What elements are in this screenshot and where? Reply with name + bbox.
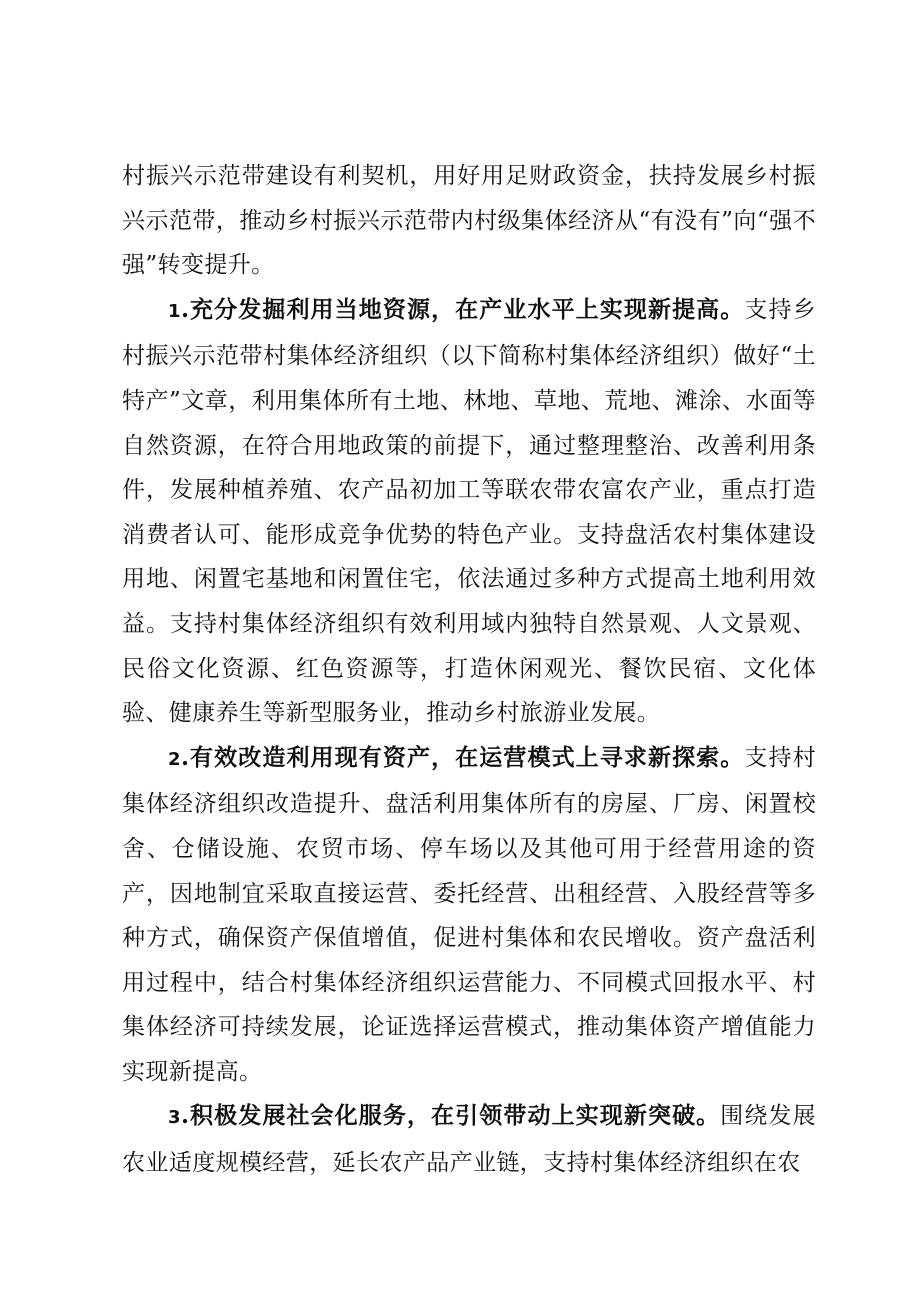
section-heading [168, 296, 744, 323]
section-heading [168, 1102, 720, 1129]
section-number: 1 [168, 300, 181, 322]
paragraph-section-2 [122, 736, 816, 1095]
section-heading-text: .有效改造利用现有资产，在运营模式上寻求新探索。 [180, 743, 745, 771]
section-body: 支持村集体经济组织改造提升、盘活利用集体所有的房屋、厂房、闲置校舍、仓储设施、农贸市场、停车场以及其他可用于经营用途的资产，因地制宜采取直接运营、委托经营、出租经营、入股经营等多种方式，确保资产保值增值，促进村集体和农民增收。资产盘活利用过程中，结合村集体经济组织运营能力、不同模式回报水平、村集体经济可持续发展，论证选择运营模式，推动集体资产增值能力实现新提高。 [122, 744, 817, 1085]
section-heading [168, 744, 744, 771]
section-number: 3 [168, 1107, 181, 1129]
paragraph-section-3 [122, 1094, 816, 1185]
section-heading-text: .积极发展社会化服务，在引领带动上实现新突破。 [180, 1102, 721, 1130]
section-heading-text: .充分发掘利用当地资源，在产业水平上实现新提高。 [180, 295, 745, 323]
document-page [122, 154, 816, 1186]
paragraph-continuation [122, 154, 816, 288]
paragraph-section-1 [122, 288, 816, 736]
section-number: 2 [168, 748, 181, 770]
paragraph-text: 村振兴示范带建设有利契机，用好用足财政资金，扶持发展乡村振兴示范带，推动乡村振兴示范带内村级集体经济从“有没有”向“强不强”转变提升。 [122, 163, 816, 279]
section-body: 围绕发展农业适度规模经营，延长农产品产业链，支持村集体经济组织在农 [122, 1103, 816, 1177]
section-body: 支持乡村振兴示范带村集体经济组织（以下简称村集体经济组织）做好“土特产”文章，利用集体所有土地、林地、草地、荒地、滩涂、水面等自然资源，在符合用地政策的前提下，通过整理整治、改善利用条件，发展种植养殖、农产品初加工等联农带农富农产业，重点打造消费者认可、能形成竞争优势的特色产业。支持盘活农村集体建设用地、闲置宅基地和闲置住宅，依法通过多种方式提高土地利用效益。支持村集体经济组织有效利用域内独特自然景观、人文景观、民俗文化资源、红色资源等，打造休闲观光、餐饮民宿、文化体验、健康养生等新型服务业，推动乡村旅游业发展。 [122, 296, 817, 727]
